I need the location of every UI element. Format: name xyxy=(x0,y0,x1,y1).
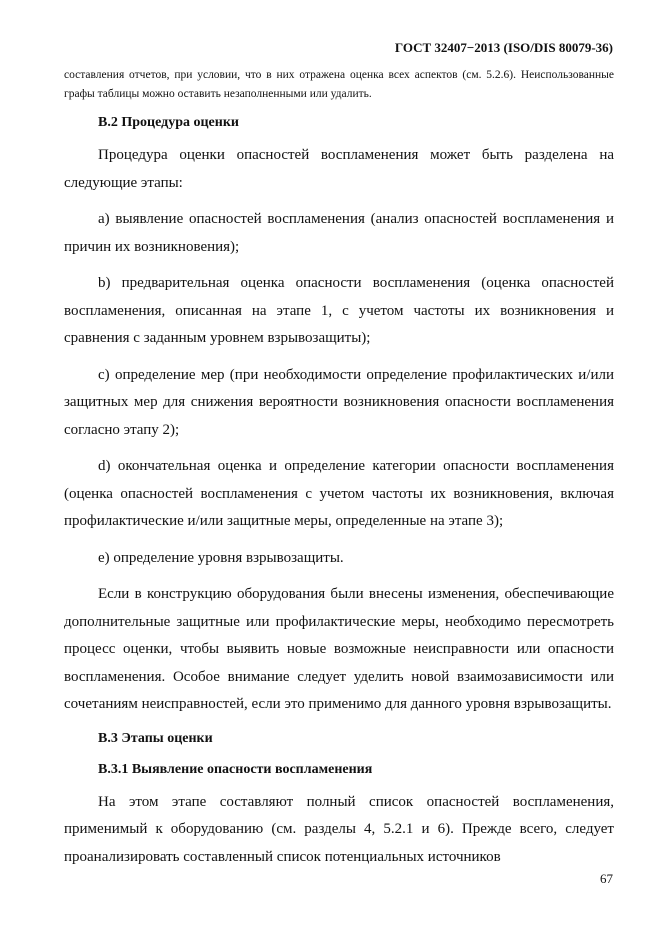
section-b2-note: Если в конструкцию оборудования были внесены изменения, обеспечивающие дополнительные защитные или профилактические меры, необходимо пересмотреть процесс оценки, чтобы выявить новые возможные неисправности или опасности воспламенения. Особое внимание следует уделить новой взаимозависимости или сочетаниям неисправностей, если это применимо для данного уровня взрывозащиты. xyxy=(64,586,614,712)
step-d: d) окончательная оценка и определение категории опасности воспламенения (оценка опасностей воспламенения с учетом частоты их возникновения, включая профилактические и/или защитные меры, определенные на этапе 3); xyxy=(64,458,614,529)
step-a: a) выявление опасностей воспламенения (анализ опасностей воспламенения и причин их возникновения); xyxy=(64,211,614,255)
intro-paragraph: составления отчетов, при условии, что в них отражена оценка всех аспектов (см. 5.2.6). Неиспользованные графы таблицы можно оставить незаполненными или удалить. xyxy=(64,69,614,100)
page-content xyxy=(64,66,614,871)
section-b2-title: B.2 Процедура оценки xyxy=(98,115,239,130)
document-header: ГОСТ 32407−2013 (ISO/DIS 80079-36) xyxy=(394,40,613,55)
step-e: e) определение уровня взрывозащиты. xyxy=(98,549,344,566)
section-b3-title: B.3 Этапы оценки xyxy=(98,730,213,746)
page-number: 67 xyxy=(600,871,613,886)
section-b2-intro: Процедура оценки опасностей воспламенения может быть разделена на следующие этапы: xyxy=(64,147,614,191)
step-c: c) определение мер (при необходимости определение профилактических и/или защитных мер для снижения вероятности возникновения опасности воспламенения согласно этапу 2); xyxy=(64,366,614,438)
section-b31-text: На этом этапе составляют полный список опасностей воспламенения, применимый к оборудованию (см. разделы 4, 5.2.1 и 6). Прежде всего, следует проанализировать составленный список потенциальных источников xyxy=(64,793,614,865)
section-b31-title: B.3.1 Выявление опасности воспламенения xyxy=(98,761,373,777)
step-b: b) предварительная оценка опасности воспламенения (оценка опасностей воспламенения, описанная на этапе 1, с учетом частоты их возникновения и сравнения с заданным уровнем взрывозащиты); xyxy=(64,275,614,346)
